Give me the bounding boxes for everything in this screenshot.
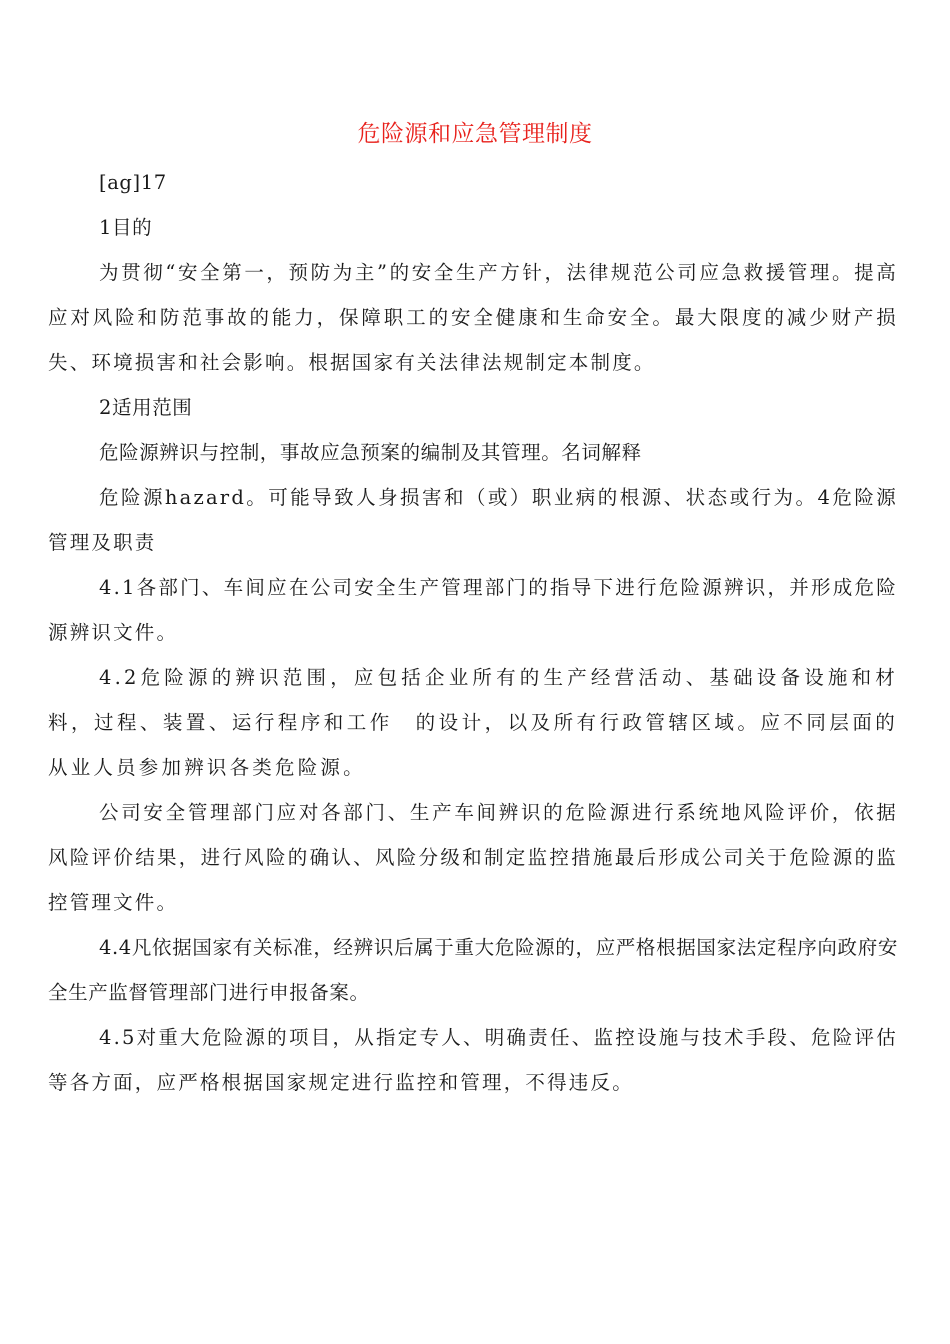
heading-scope: 2适用范围 <box>99 396 193 419</box>
paragraph-definition: 危险源hazard。可能导致人身损害和（或）职业病的根源、状态或行为。4危险源管理及职责 <box>48 486 898 554</box>
paragraph-4-1: 4.1各部门、车间应在公司安全生产管理部门的指导下进行危险源辨识，并形成危险源辨识文件。 <box>48 576 898 644</box>
paragraph-4-5: 4.5对重大危险源的项目，从指定专人、明确责任、监控设施与技术手段、危险评估等各方面，应严格根据国家规定进行监控和管理，不得违反。 <box>48 1026 898 1094</box>
heading-purpose: 1目的 <box>99 216 153 239</box>
paragraph-scope: 危险源辨识与控制，事故应急预案的编制及其管理。名词解释 <box>99 441 642 464</box>
paragraph-ref-code: [ag]17 <box>99 171 167 194</box>
paragraph-purpose: 为贯彻“安全第一，预防为主”的安全生产方针，法律规范公司应急救援管理。提高应对风险和防范事故的能力，保障职工的安全健康和生命安全。最大限度的减少财产损失、环境损害和社会影响。根据国家有关法律法规制定本制度。 <box>48 261 898 374</box>
document-body <box>48 160 898 1105</box>
paragraph-4-4: 4.4凡依据国家有关标准，经辨识后属于重大危险源的，应严格根据国家法定程序向政府安全生产监督管理部门进行申报备案。 <box>48 936 898 1004</box>
paragraph-4-2: 4.2危险源的辨识范围，应包括企业所有的生产经营活动、基础设备设施和材料，过程、装置、运行程序和工作 的设计，以及所有行政管辖区域。应不同层面的从业人员参加辨识各类危险源。 <box>48 666 898 779</box>
paragraph-risk-assessment: 公司安全管理部门应对各部门、生产车间辨识的危险源进行系统地风险评价，依据风险评价结果，进行风险的确认、风险分级和制定监控措施最后形成公司关于危险源的监控管理文件。 <box>48 801 898 914</box>
document-title: 危险源和应急管理制度 <box>357 121 593 147</box>
